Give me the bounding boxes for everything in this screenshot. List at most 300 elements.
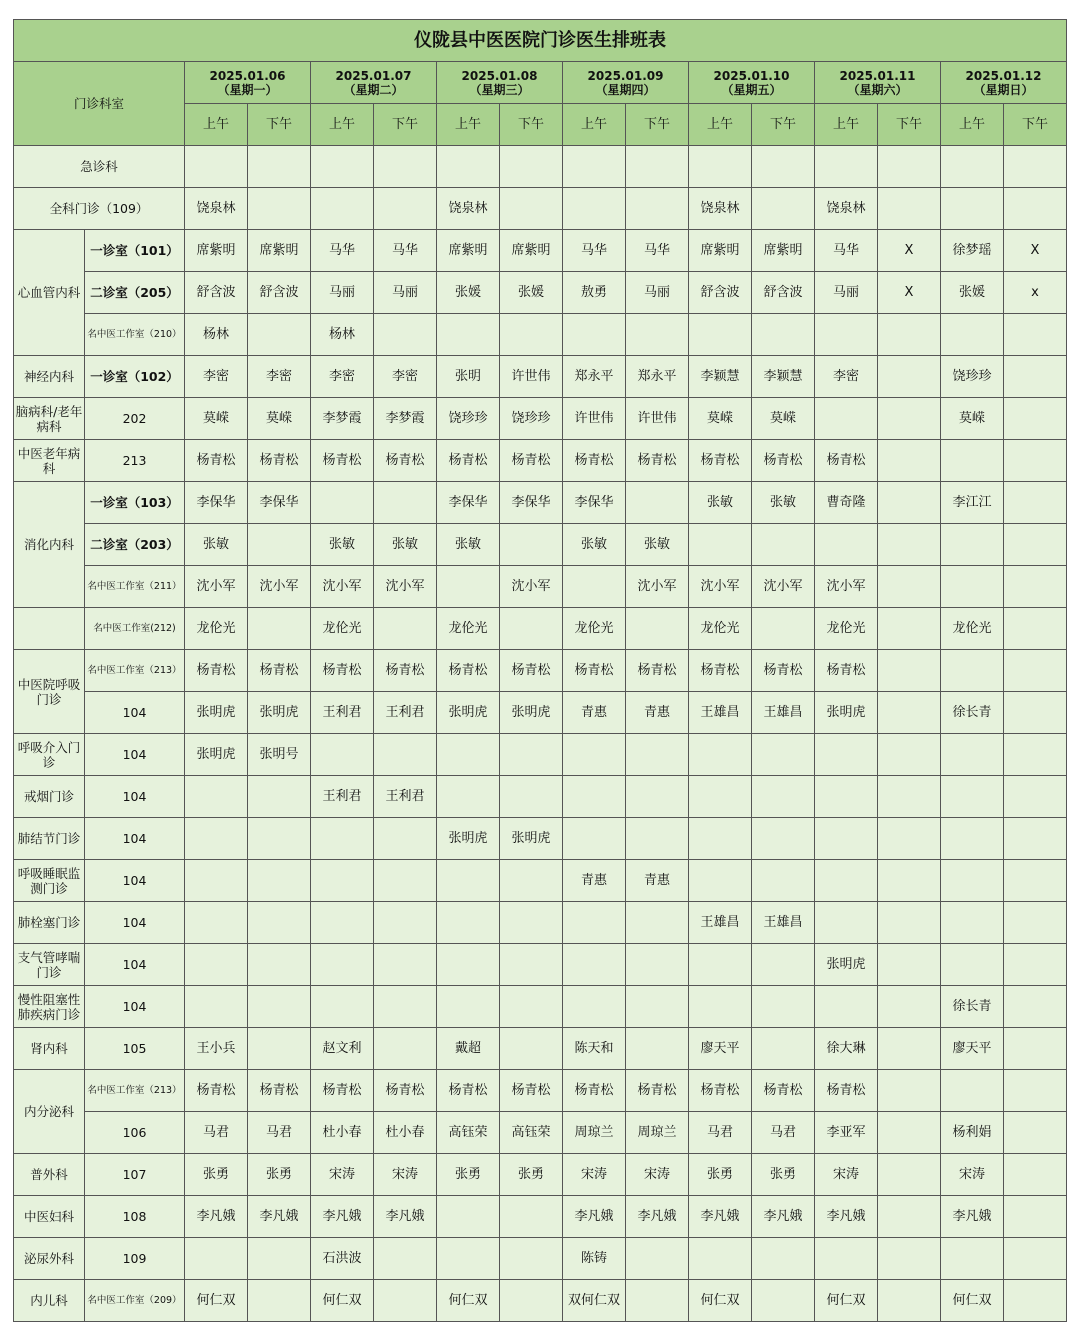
am-slot: 席紫明 [185, 230, 248, 272]
am-slot: 马华 [311, 230, 374, 272]
pm-slot [626, 146, 689, 188]
am-slot: 杨林 [185, 314, 248, 356]
room-label: 二诊室（203） [85, 524, 185, 566]
am-slot: 沈小军 [311, 566, 374, 608]
pm-slot [248, 818, 311, 860]
am-slot: 杨利娟 [941, 1112, 1004, 1154]
department-label: 心血管内科 [14, 230, 85, 356]
am-slot: 周琼兰 [563, 1112, 626, 1154]
am-slot: 杨青松 [563, 440, 626, 482]
table-row [14, 692, 1067, 734]
am-header: 上午 [311, 104, 374, 146]
am-slot: 龙伦光 [437, 608, 500, 650]
pm-slot [500, 1028, 563, 1070]
pm-header: 下午 [248, 104, 311, 146]
am-slot: 张勇 [689, 1154, 752, 1196]
department-label: 内分泌科 [14, 1070, 85, 1154]
room-label: 104 [85, 902, 185, 944]
pm-slot: 沈小军 [500, 566, 563, 608]
pm-slot [878, 692, 941, 734]
pm-slot [878, 440, 941, 482]
pm-slot: X [878, 230, 941, 272]
pm-slot: 李凡娥 [752, 1196, 815, 1238]
pm-slot: 杨青松 [248, 1070, 311, 1112]
am-slot: 陈天和 [563, 1028, 626, 1070]
am-slot [437, 776, 500, 818]
department-label: 支气管哮喘门诊 [14, 944, 85, 986]
am-slot: 廖天平 [941, 1028, 1004, 1070]
am-slot [563, 818, 626, 860]
table-row [14, 776, 1067, 818]
department-label: 呼吸介入门诊 [14, 734, 85, 776]
pm-slot [878, 1238, 941, 1280]
pm-slot [374, 1238, 437, 1280]
am-slot: 徐长青 [941, 692, 1004, 734]
room-label: 104 [85, 860, 185, 902]
day-weekday: （星期日） [973, 82, 1034, 97]
pm-slot [626, 818, 689, 860]
am-slot [185, 986, 248, 1028]
am-slot [437, 566, 500, 608]
am-slot [311, 146, 374, 188]
am-slot [311, 986, 374, 1028]
am-slot: 李颖慧 [689, 356, 752, 398]
am-slot: 杨青松 [563, 650, 626, 692]
table-row [14, 1238, 1067, 1280]
am-slot: 陈铸 [563, 1238, 626, 1280]
am-slot [311, 734, 374, 776]
pm-slot [374, 860, 437, 902]
pm-slot [374, 902, 437, 944]
pm-slot [878, 398, 941, 440]
pm-slot: 杨青松 [626, 440, 689, 482]
room-label: 104 [85, 776, 185, 818]
am-header: 上午 [437, 104, 500, 146]
am-slot: 宋涛 [941, 1154, 1004, 1196]
pm-slot: 杨青松 [248, 440, 311, 482]
am-slot: 饶泉林 [437, 188, 500, 230]
pm-slot [1004, 1238, 1067, 1280]
am-slot [689, 986, 752, 1028]
am-slot: 张敏 [563, 524, 626, 566]
pm-slot [626, 1028, 689, 1070]
am-slot [815, 986, 878, 1028]
pm-header: 下午 [626, 104, 689, 146]
am-slot: 何仁双 [311, 1280, 374, 1322]
pm-slot: 杨青松 [248, 650, 311, 692]
pm-slot: 莫嵘 [248, 398, 311, 440]
am-slot [437, 860, 500, 902]
department-label [14, 608, 85, 650]
am-header: 上午 [815, 104, 878, 146]
am-slot: 饶泉林 [689, 188, 752, 230]
am-slot [689, 944, 752, 986]
pm-slot [626, 482, 689, 524]
am-slot [437, 314, 500, 356]
day-weekday: （星期五） [721, 82, 782, 97]
pm-slot: 张勇 [500, 1154, 563, 1196]
day-date: 2025.01.12 [965, 68, 1042, 83]
pm-slot [626, 608, 689, 650]
pm-slot: 饶珍珍 [500, 398, 563, 440]
am-header: 上午 [941, 104, 1004, 146]
am-slot [941, 650, 1004, 692]
pm-slot [374, 314, 437, 356]
pm-slot [500, 608, 563, 650]
pm-slot [1004, 818, 1067, 860]
am-slot [185, 776, 248, 818]
pm-slot: 杨青松 [500, 440, 563, 482]
pm-slot: 马丽 [374, 272, 437, 314]
day-weekday: （星期四） [595, 82, 656, 97]
room-label: 一诊室（102） [85, 356, 185, 398]
am-slot: 赵文利 [311, 1028, 374, 1070]
pm-slot [626, 902, 689, 944]
am-slot [941, 1238, 1004, 1280]
am-slot: 张敏 [689, 482, 752, 524]
am-slot [563, 188, 626, 230]
table-row [14, 482, 1067, 524]
pm-slot [374, 818, 437, 860]
department-label: 神经内科 [14, 356, 85, 398]
am-slot: 许世伟 [563, 398, 626, 440]
pm-slot: 李凡娥 [626, 1196, 689, 1238]
pm-slot [1004, 524, 1067, 566]
am-slot: 龙伦光 [311, 608, 374, 650]
am-slot: 沈小军 [689, 566, 752, 608]
am-slot [311, 482, 374, 524]
pm-slot: 张明虎 [500, 692, 563, 734]
am-slot: 李凡娥 [185, 1196, 248, 1238]
pm-slot: 马君 [752, 1112, 815, 1154]
day-date: 2025.01.11 [839, 68, 916, 83]
am-slot [941, 734, 1004, 776]
am-slot [437, 1196, 500, 1238]
am-slot: 饶泉林 [815, 188, 878, 230]
department-label: 肾内科 [14, 1028, 85, 1070]
pm-slot [1004, 1112, 1067, 1154]
pm-slot [1004, 608, 1067, 650]
pm-slot: 王利君 [374, 692, 437, 734]
am-slot: 李密 [185, 356, 248, 398]
pm-slot: 宋涛 [626, 1154, 689, 1196]
am-slot: 饶珍珍 [437, 398, 500, 440]
am-slot: 李保华 [185, 482, 248, 524]
pm-slot: 杨青松 [752, 440, 815, 482]
am-slot: 李亚军 [815, 1112, 878, 1154]
table-row [14, 188, 1067, 230]
am-slot: 石洪波 [311, 1238, 374, 1280]
am-slot [311, 860, 374, 902]
am-slot: 青惠 [563, 692, 626, 734]
pm-slot [248, 860, 311, 902]
room-label: 104 [85, 692, 185, 734]
am-slot [689, 734, 752, 776]
pm-header: 下午 [374, 104, 437, 146]
pm-slot [374, 608, 437, 650]
pm-slot [1004, 860, 1067, 902]
pm-slot [248, 944, 311, 986]
pm-slot: 杨青松 [752, 650, 815, 692]
pm-slot: 王雄昌 [752, 692, 815, 734]
table-row [14, 1196, 1067, 1238]
pm-slot [878, 1112, 941, 1154]
am-slot [563, 566, 626, 608]
am-slot: 郑永平 [563, 356, 626, 398]
pm-slot [1004, 1280, 1067, 1322]
pm-slot [626, 1238, 689, 1280]
pm-slot [248, 986, 311, 1028]
pm-header: 下午 [1004, 104, 1067, 146]
pm-slot: 李凡娥 [374, 1196, 437, 1238]
pm-slot: 张明虎 [500, 818, 563, 860]
room-label: 108 [85, 1196, 185, 1238]
pm-slot [1004, 650, 1067, 692]
day-weekday: （星期六） [847, 82, 908, 97]
am-slot: 廖天平 [689, 1028, 752, 1070]
day-header [941, 62, 1067, 104]
table-row [14, 1028, 1067, 1070]
pm-slot: 杨青松 [752, 1070, 815, 1112]
pm-slot [878, 314, 941, 356]
am-slot: 高钰荣 [437, 1112, 500, 1154]
pm-slot [752, 524, 815, 566]
am-slot: 李凡娥 [815, 1196, 878, 1238]
table-row [14, 398, 1067, 440]
pm-slot [878, 482, 941, 524]
pm-slot [878, 902, 941, 944]
table-row [14, 860, 1067, 902]
am-slot [563, 986, 626, 1028]
am-slot: 张媛 [437, 272, 500, 314]
pm-slot [248, 146, 311, 188]
pm-slot [878, 986, 941, 1028]
am-slot [311, 944, 374, 986]
pm-slot: 杨青松 [374, 650, 437, 692]
department-label: 消化内科 [14, 482, 85, 608]
am-slot: 徐长青 [941, 986, 1004, 1028]
pm-slot [878, 1280, 941, 1322]
pm-slot: 高钰荣 [500, 1112, 563, 1154]
pm-slot [752, 146, 815, 188]
table-row [14, 524, 1067, 566]
am-slot: 席紫明 [689, 230, 752, 272]
am-slot [689, 1238, 752, 1280]
am-slot: 杨青松 [185, 1070, 248, 1112]
room-label: 104 [85, 944, 185, 986]
room-label: 106 [85, 1112, 185, 1154]
table-row [14, 650, 1067, 692]
pm-slot [752, 944, 815, 986]
am-slot: 席紫明 [437, 230, 500, 272]
room-label: 名中医工作室（211） [85, 566, 185, 608]
pm-slot [878, 1070, 941, 1112]
am-header: 上午 [185, 104, 248, 146]
pm-slot [752, 314, 815, 356]
pm-slot [1004, 440, 1067, 482]
am-slot [941, 188, 1004, 230]
am-slot: 龙伦光 [815, 608, 878, 650]
am-slot [563, 776, 626, 818]
am-slot: 何仁双 [815, 1280, 878, 1322]
am-slot [311, 818, 374, 860]
page-title: 仪陇县中医医院门诊医生排班表 [14, 20, 1067, 62]
table-row [14, 314, 1067, 356]
am-slot [689, 776, 752, 818]
pm-slot [374, 146, 437, 188]
am-slot [437, 986, 500, 1028]
table-row [14, 944, 1067, 986]
department-label: 中医院呼吸门诊 [14, 650, 85, 734]
pm-slot [1004, 734, 1067, 776]
pm-slot: X [1004, 230, 1067, 272]
table-row [14, 1154, 1067, 1196]
am-slot [185, 1238, 248, 1280]
pm-slot [878, 146, 941, 188]
am-slot: 王雄昌 [689, 902, 752, 944]
am-slot: 杨青松 [563, 1070, 626, 1112]
am-slot: 莫嵘 [689, 398, 752, 440]
room-label: 104 [85, 818, 185, 860]
department-label: 戒烟门诊 [14, 776, 85, 818]
pm-slot [1004, 1154, 1067, 1196]
pm-slot [500, 524, 563, 566]
pm-slot: 席紫明 [752, 230, 815, 272]
am-slot: 李凡娥 [689, 1196, 752, 1238]
pm-slot [752, 776, 815, 818]
am-slot: 杨青松 [185, 440, 248, 482]
pm-slot [752, 818, 815, 860]
am-header: 上午 [689, 104, 752, 146]
pm-slot [1004, 482, 1067, 524]
am-slot: 杨青松 [815, 650, 878, 692]
pm-slot: 许世伟 [626, 398, 689, 440]
room-label: 213 [85, 440, 185, 482]
am-slot: 杨青松 [437, 1070, 500, 1112]
title-row [14, 20, 1067, 62]
pm-slot [1004, 902, 1067, 944]
am-slot: 张勇 [437, 1154, 500, 1196]
am-slot [185, 902, 248, 944]
am-slot [941, 776, 1004, 818]
am-slot: 杨青松 [437, 440, 500, 482]
am-slot [941, 1070, 1004, 1112]
am-slot [815, 818, 878, 860]
am-slot: 沈小军 [815, 566, 878, 608]
room-label: 105 [85, 1028, 185, 1070]
am-slot: 王雄昌 [689, 692, 752, 734]
pm-slot [248, 1028, 311, 1070]
room-label: 名中医工作室(212) [85, 608, 185, 650]
am-slot: 龙伦光 [185, 608, 248, 650]
pm-header: 下午 [752, 104, 815, 146]
am-slot: 青惠 [563, 860, 626, 902]
department-label: 泌尿外科 [14, 1238, 85, 1280]
pm-slot [878, 860, 941, 902]
pm-slot: 沈小军 [248, 566, 311, 608]
am-slot: 宋涛 [815, 1154, 878, 1196]
am-slot: 饶泉林 [185, 188, 248, 230]
table-row [14, 902, 1067, 944]
pm-slot: 舒含波 [752, 272, 815, 314]
am-slot: 杨青松 [689, 650, 752, 692]
am-slot [941, 902, 1004, 944]
am-slot [941, 944, 1004, 986]
am-slot: 杨林 [311, 314, 374, 356]
am-slot [815, 314, 878, 356]
department-label: 肺栓塞门诊 [14, 902, 85, 944]
pm-header: 下午 [878, 104, 941, 146]
pm-slot [1004, 356, 1067, 398]
pm-slot: 李凡娥 [248, 1196, 311, 1238]
pm-slot [752, 608, 815, 650]
table-row [14, 986, 1067, 1028]
pm-slot [878, 1196, 941, 1238]
am-slot: 王利君 [311, 776, 374, 818]
am-slot [815, 1238, 878, 1280]
am-slot [941, 860, 1004, 902]
pm-slot: x [1004, 272, 1067, 314]
department-label: 内儿科 [14, 1280, 85, 1322]
pm-slot: 马君 [248, 1112, 311, 1154]
pm-slot: 马华 [374, 230, 437, 272]
table-row [14, 566, 1067, 608]
pm-slot [752, 734, 815, 776]
pm-slot [374, 734, 437, 776]
am-slot: 李梦霞 [311, 398, 374, 440]
pm-slot: X [878, 272, 941, 314]
am-slot: 张明虎 [437, 818, 500, 860]
am-slot: 何仁双 [437, 1280, 500, 1322]
pm-slot [752, 1280, 815, 1322]
pm-slot: 杨青松 [626, 1070, 689, 1112]
pm-slot: 沈小军 [752, 566, 815, 608]
table-row [14, 146, 1067, 188]
pm-slot [626, 776, 689, 818]
am-slot: 舒含波 [185, 272, 248, 314]
day-header [437, 62, 563, 104]
am-slot: 李江江 [941, 482, 1004, 524]
pm-slot [500, 944, 563, 986]
am-slot: 张明虎 [815, 692, 878, 734]
pm-slot [248, 1238, 311, 1280]
pm-slot [626, 314, 689, 356]
am-slot [815, 398, 878, 440]
pm-slot [500, 734, 563, 776]
am-slot: 龙伦光 [941, 608, 1004, 650]
pm-slot [752, 1238, 815, 1280]
department-label: 普外科 [14, 1154, 85, 1196]
pm-slot [248, 188, 311, 230]
am-slot [311, 188, 374, 230]
pm-slot: 王利君 [374, 776, 437, 818]
am-slot: 徐大琳 [815, 1028, 878, 1070]
am-slot [563, 944, 626, 986]
pm-slot [752, 986, 815, 1028]
pm-slot: 莫嵘 [752, 398, 815, 440]
day-header [311, 62, 437, 104]
pm-slot: 张勇 [752, 1154, 815, 1196]
department-label: 急诊科 [14, 146, 185, 188]
table-row [14, 272, 1067, 314]
department-label: 呼吸睡眠监测门诊 [14, 860, 85, 902]
am-slot: 杨青松 [689, 1070, 752, 1112]
pm-slot: 马华 [626, 230, 689, 272]
pm-slot: 杨青松 [374, 440, 437, 482]
pm-slot [878, 650, 941, 692]
table-row [14, 1112, 1067, 1154]
date-header-row [14, 62, 1067, 104]
